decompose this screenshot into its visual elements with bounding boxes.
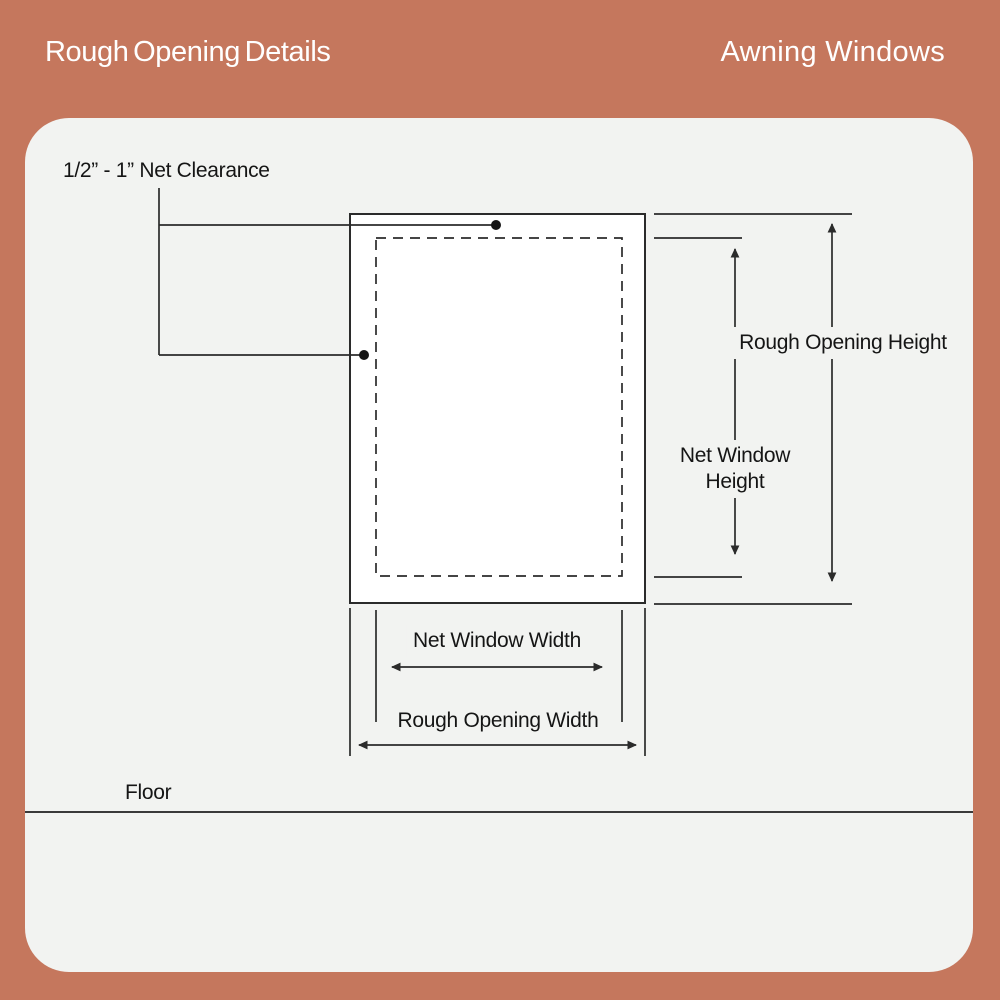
net-clearance-label: 1/2” - 1” Net Clearance xyxy=(63,159,270,182)
window-type-title: Awning Windows xyxy=(720,36,945,68)
callout-dot-side-gap xyxy=(359,350,369,360)
height-reference-lines xyxy=(654,214,852,604)
rough-opening-rect xyxy=(350,214,645,603)
floor-label: Floor xyxy=(125,781,172,804)
net-window-height-label-line2: Height xyxy=(705,470,765,493)
rough-opening-width-label: Rough Opening Width xyxy=(391,705,606,737)
callout-dot-top-gap xyxy=(491,220,501,230)
net-window-width-label: Net Window Width xyxy=(406,625,588,657)
dimension-diagram xyxy=(25,118,973,972)
net-window-height-label xyxy=(673,440,797,498)
rough-opening-height-label: Rough Opening Height xyxy=(732,327,954,359)
page-title: Rough Opening Details xyxy=(45,36,331,68)
header-bar xyxy=(45,34,945,70)
net-window-height-label-line1: Net Window xyxy=(679,444,791,467)
diagram-panel xyxy=(25,118,973,972)
